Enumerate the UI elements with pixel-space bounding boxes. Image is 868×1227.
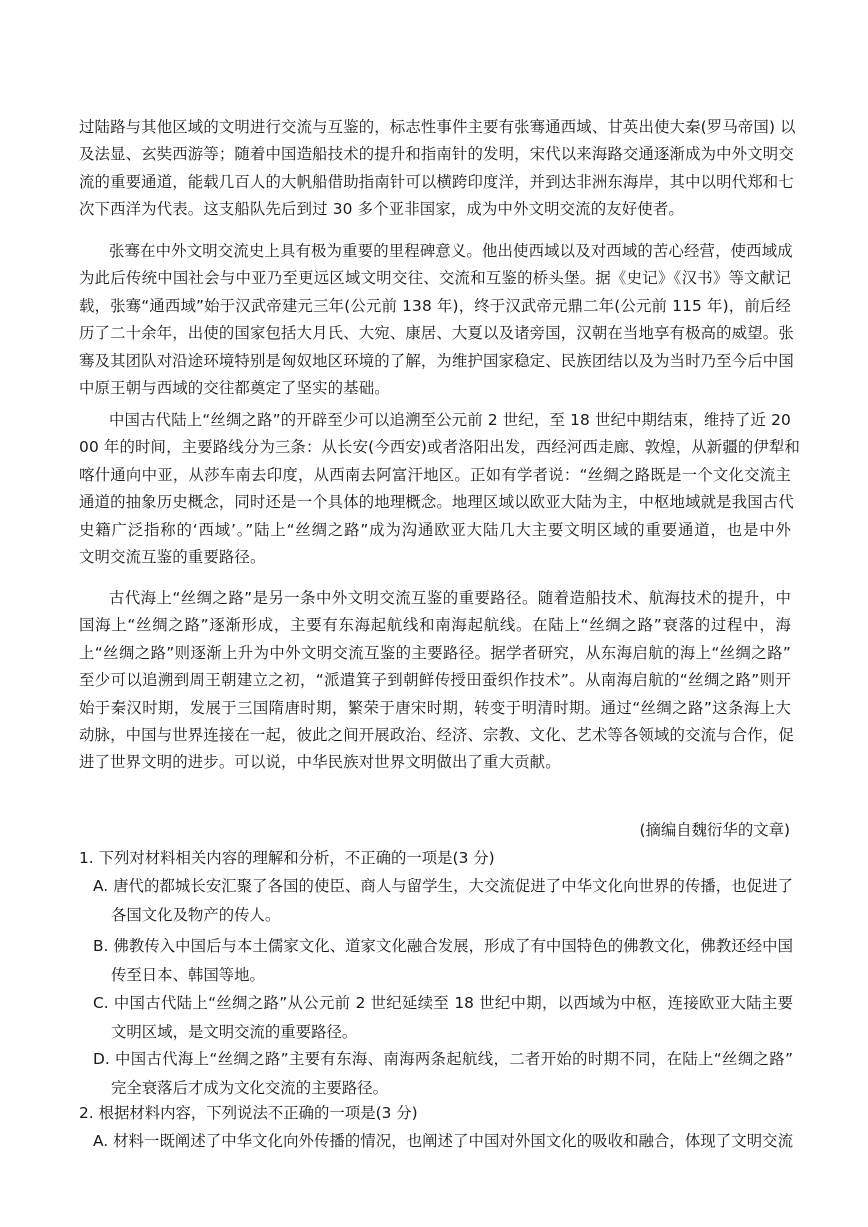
text-line: 中国古代陆上“丝绸之路”的开辟至少可以追溯至公元前 2 世纪，至 18 世纪中期结束，维持了近 20 (109, 411, 791, 429)
question-1-option-a (93, 872, 793, 929)
question-1-option-c (93, 989, 793, 1046)
option-line: A. 唐代的都城长安汇聚了各国的使臣、商人与留学生，大交流促进了中华文化向世界的传播，也促进了 (93, 877, 793, 895)
text-line: 00 年的时间，主要路线分为三条：从长安(今西安)或者洛阳出发，西经河西走廊、敦煌，从新疆的伊犁和 (79, 438, 801, 457)
question-2-option-a (93, 1127, 793, 1156)
source-attribution: (摘编自魏衍华的文章) (639, 821, 790, 839)
text-line: 中原王朝与西域的交往都奠定了坚实的基础。 (79, 379, 390, 398)
paragraph-1 (79, 114, 796, 224)
text-line: 历了二十余年，出使的国家包括大月氏、大宛、康居、大夏以及诸旁国，汉朝在当地享有极高的威望。张 (79, 324, 794, 343)
option-line: B. 佛教传入中国后与本土儒家文化、道家文化融合发展，形成了有中国特色的佛教文化，佛教还经中国 (93, 937, 793, 955)
text-line: 及法显、玄奘西游等；随着中国造船技术的提升和指南针的发明，宋代以来海路交通逐渐成为中外文明交 (79, 145, 794, 164)
text-line: 过陆路与其他区域的文明进行交流与互鉴的，标志性事件主要有张骞通西域、甘英出使大秦(罗马帝国) 以 (79, 118, 796, 136)
option-line: 传至日本、韩国等地。 (111, 965, 265, 984)
text-line: 通道的抽象历史概念，同时还是一个具体的地理概念。地理区域以欧亚大陆为主，中枢地域就是我国古代 (79, 493, 794, 512)
paragraph-3 (79, 407, 801, 571)
option-line: 完全衰落后才成为文化交流的主要路径。 (111, 1078, 389, 1097)
option-line: A. 材料一既阐述了中华文化向外传播的情况，也阐述了中国对外国文化的吸收和融合，体现了文明交流 (93, 1132, 793, 1150)
text-line: 流的重要通道，能载几百人的大帆船借助指南针可以横跨印度洋，并到达非洲东海岸，其中以明代郑和七 (79, 172, 794, 191)
text-line: 动脉，中国与世界连接在一起，彼此之间开展政治、经济、宗教、文化、艺术等各领域的交流与合作，促 (79, 726, 794, 745)
text-line: 古代海上“丝绸之路”是另一条中外文明交流互鉴的重要路径。随着造船技术、航海技术的提升，中 (109, 589, 791, 607)
option-line: C. 中国古代陆上“丝绸之路”从公元前 2 世纪延续至 18 世纪中期，以西域为中枢，连接欧亚大陆主要 (93, 994, 793, 1012)
text-line: 至少可以追溯到周王朝建立之初，“派遣箕子到朝鲜传授田蚕织作技术”。从南海启航的“丝绸之路”则开 (79, 671, 791, 690)
text-line: 始于秦汉时期，发展于三国隋唐时期，繁荣于唐宋时期，转变于明清时期。通过“丝绸之路”这条海上大 (79, 698, 791, 717)
text-line: 国海上“丝绸之路”逐渐形成，主要有东海起航线和南海起航线。在陆上“丝绸之路”衰落的过程中，海 (79, 616, 791, 635)
text-line: 文明交流互鉴的重要路径。 (79, 548, 266, 567)
text-line: 史籍广泛指称的‘西域’。”陆上“丝绸之路”成为沟通欧亚大陆几大主要文明区域的重要通道，也是中外 (79, 520, 791, 539)
question-1-stem: 1. 下列对材料相关内容的理解和分析，不正确的一项是(3 分) (79, 849, 495, 867)
question-1-option-d (93, 1045, 793, 1102)
text-line: 载，张骞“通西域”始于汉武帝建元三年(公元前 138 年)，终于汉武帝元鼎二年(公元前 115 年)，前后经 (79, 296, 791, 315)
text-line: 上“丝绸之路”则逐渐上升为中外文明交流互鉴的主要路径。据学者研究，从东海启航的海上“丝绸之路” (79, 643, 791, 662)
option-line: 文明区域，是文明交流的重要路径。 (111, 1022, 358, 1041)
option-line: 各国文化及物产的传人。 (111, 905, 281, 924)
text-line: 骞及其团队对沿途环境特别是匈奴地区环境的了解，为维护国家稳定、民族团结以及为当时乃至今后中国 (79, 351, 794, 370)
paragraph-2 (79, 238, 794, 402)
question-2-stem: 2. 根据材料内容，下列说法不正确的一项是(3 分) (79, 1104, 418, 1122)
text-line: 次下西洋为代表。这支船队先后到过 30 多个亚非国家，成为中外文明交流的友好使者。 (79, 200, 684, 219)
text-line: 喀什通向中亚，从莎车南去印度，从西南去阿富汗地区。正如有学者说：“丝绸之路既是一个文化交流主 (79, 465, 791, 484)
option-line: D. 中国古代海上“丝绸之路”主要有东海、南海两条起航线，二者开始的时期不同，在陆上“丝绸之路” (93, 1050, 793, 1068)
paragraph-4 (79, 585, 794, 777)
question-1-option-b (93, 932, 793, 989)
text-line: 进了世界文明的进步。可以说，中华民族对世界文明做出了重大贡献。 (79, 753, 561, 772)
text-line: 为此后传统中国社会与中亚乃至更远区域文明交往、交流和互鉴的桥头堡。据《史记》《汉书》等文献记 (79, 269, 791, 288)
text-line: 张骞在中外文明交流史上具有极为重要的里程碑意义。他出使西域以及对西域的苦心经营，使西域成 (109, 242, 793, 260)
